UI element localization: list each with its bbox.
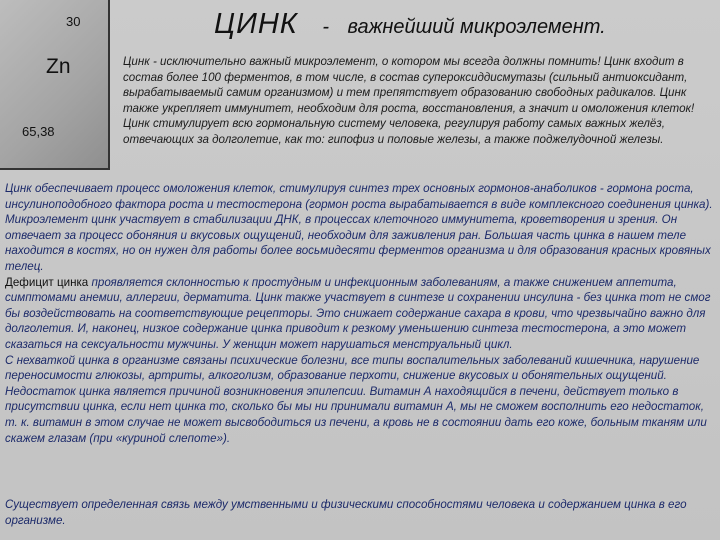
intro-paragraph: Цинк - исключительно важный микроэлемент, о котором мы всегда должны помнить! Цинк входит в состав более 100 ферментов, в том числе, в состав супероксиддисмутазы (сильный антиоксидант, вырабатываемый самим организмом) и тем препятствует образованию свободных радикалов. Цинк также укрепляет иммунитет, необходим для роста, восстановления, а значит и омоложения клеток! Цинк стимулирует всю гормональную систему человека, регулируя работу самых важных желёз, отвечающих за долголетие, как то: гипофиз и половые железы, а также поджелудочной железы. [123,55,695,146]
title-main: ЦИНК [214,8,298,40]
atomic-mass: 65,38 [22,124,55,139]
element-symbol: Zn [46,55,71,78]
paragraph-vitamin-a: Недостаток цинка является причиной возникновения эпилепсии. Витамин А находящийся в печени, действует только в присутствии цинка, если нет цинка то, сколько бы мы ни принимали витамин А, мы не сможем восполнить его недостаток, т. к. витамин в этом случае не может высвободиться из печени, а кровь не в состоянии дать его коже, больным тканям или скажем глазам (при «куриной слепоте»). [5,384,707,445]
body-text [5,181,717,446]
atomic-number: 30 [66,14,81,29]
title-subtitle: важнейший микроэлемент. [347,16,606,38]
paragraph-diseases: С нехваткой цинка в организме связаны психические болезни, все типы воспалительных заболеваний кишечника, нарушение переносимости глюкозы, артриты, алкоголизм, образование перхоти, снижение вкусовых и обонятельных ощущений. [5,353,700,383]
deficit-lead: Дефицит цинка [5,275,89,289]
periodic-element-tile [0,0,110,170]
slide-title [214,8,606,41]
deficit-text: проявляется склонностью к простудным и инфекционным заболеваниям, а также снижением аппетита, симптомами анемии, аллергии, дерматита. Цинк также участвует в синтезе и сохранении инсулина - без цинка тот не смог бы воздействовать на соответствующие рецепторы. Это снижает содержание сахара в крови, что чрезвычайно важно для долголетия. И, наконец, низкое содержание цинка приводит к резкому уменьшению синтеза тестостерона, а это может сказаться на сексуальности мужчины. У женщин может нарушаться менструальный цикл. [5,275,711,351]
title-dash: - [322,16,329,38]
paragraph-deficit [5,275,717,353]
paragraph-rejuvenation: Цинк обеспечивает процесс омоложения клеток, стимулируя синтез трех основных гормонов-анаболиков - гормона роста, инсулиноподобного фактора роста и тестостерона (гормон роста вырабатывается в виде комплексного соединения цинка). Микроэлемент цинк участвует в стабилизации ДНК, в процессах клеточного иммунитета, кроветворения и зрения. Он отвечает за процесс обоняния и вкусовых ощущений, необходим для заживления ран. Большая часть цинка в нашем теле находится в костях, но он нужен для работы более восьмидесяти ферментов организма и для образования красных кровяных телец. [5,182,713,273]
paragraph-conclusion: Существует определенная связь между умственными и физическими способностями человека и содержанием цинка в его организме. [5,498,687,527]
